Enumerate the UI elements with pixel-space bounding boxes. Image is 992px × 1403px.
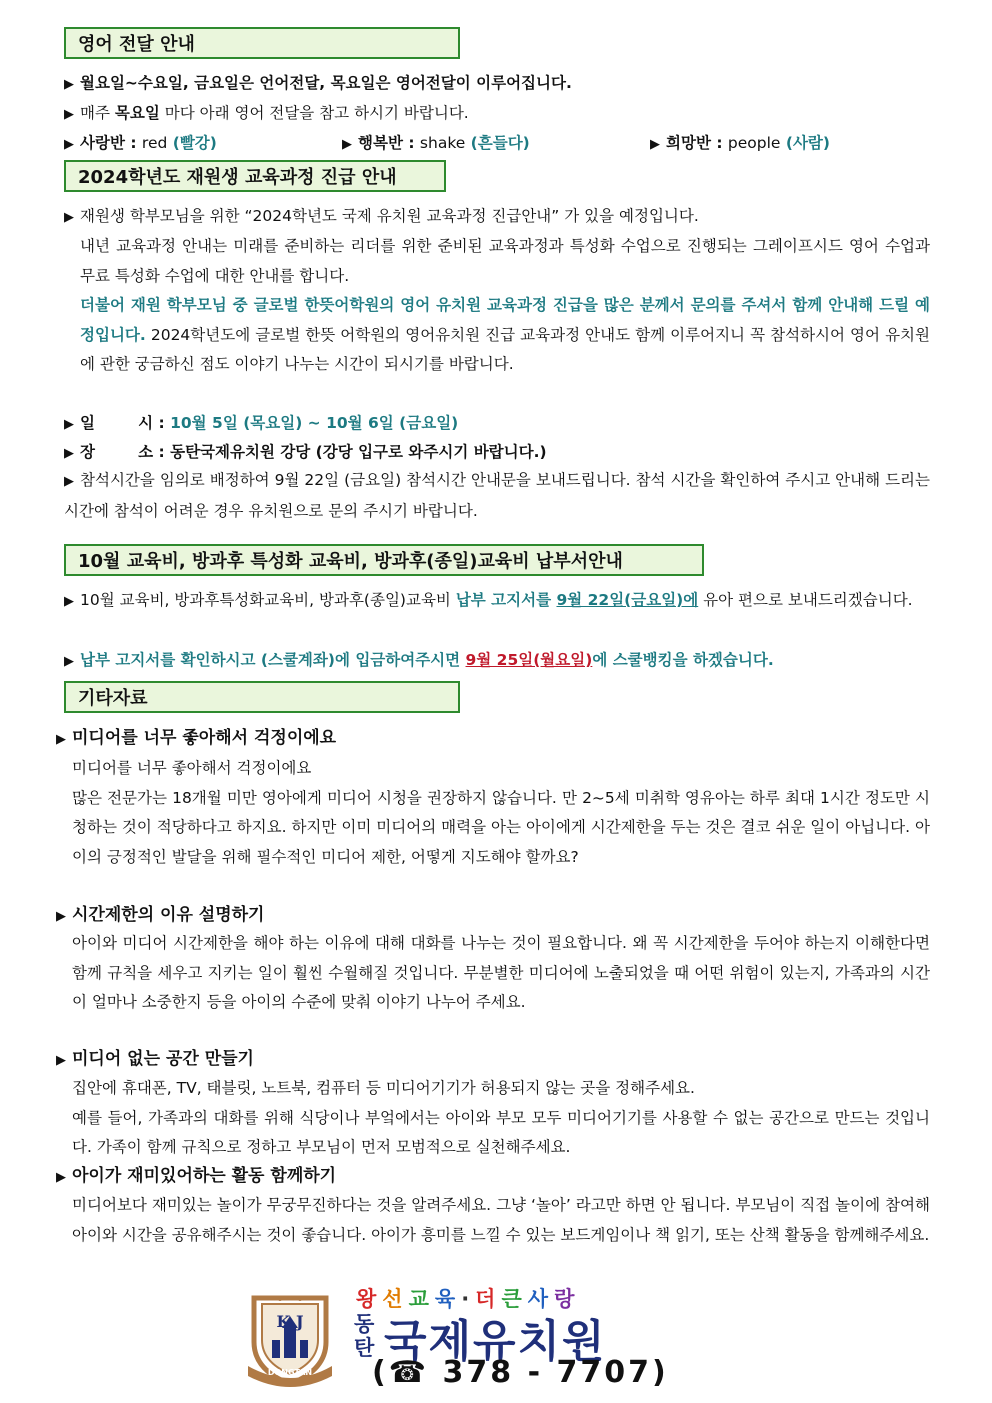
triangle-bullet-icon: ▶: [64, 474, 74, 489]
triangle-bullet-icon: ▶: [64, 77, 74, 92]
section-title-curriculum: 2024학년도 재원생 교육과정 진급 안내: [64, 160, 446, 192]
subheading-time-limit: ▶ 시간제한의 이유 설명하기: [56, 903, 264, 929]
slogan-char: 왕: [356, 1287, 383, 1311]
english-line2-pre: 매주: [80, 104, 115, 122]
date-value: 10월 5일 (목요일) ~ 10월 6일 (금요일): [170, 414, 459, 432]
tuition-notice-date: 9월 22일(금요일)에: [556, 591, 699, 609]
media-free-text-2: 예를 들어, 가족과의 대화를 위해 식당이나 부엌에서는 아이와 부모 모두 미디어기기를 사용할 수 없는 공간으로 만드는 것입니다. 가족이 함께 규칙으로 정하고 부모님이 먼저 모범적으로 실천해주세요.: [72, 1108, 930, 1156]
emblem-letters: K J: [276, 1312, 304, 1331]
fun-activities-text: 미디어보다 재미있는 놀이가 무궁무진하다는 것을 알려주세요. 그냥 ‘놀아’ 라고만 하면 안 됩니다. 부모님이 직접 놀이에 참여해 아이와 시간을 공유해주시는 것이 좋습니다. 아이가 흥미를 느낄 수 있는 보드게임이나 책 읽기, 또는 산책 활동을 함께해주세요.: [72, 1196, 930, 1244]
section-title-english: 영어 전달 안내: [64, 27, 460, 59]
english-line-1: [64, 72, 930, 96]
subheading-media-worry: ▶ 미디어를 너무 좋아해서 걱정이에요: [56, 726, 336, 752]
tuition-notice-teal: 납부 고지서를: [455, 591, 557, 609]
curriculum-intro-text: 재원생 학부모님을 위한 “2024학년도 국제 유치원 교육과정 진급안내” 가 있을 예정입니다.: [80, 207, 699, 225]
english-line-2: [64, 102, 930, 126]
fun-activities-body: [72, 1191, 930, 1250]
section-title-other: 기타자료: [64, 681, 460, 713]
date-label: 일 시 :: [80, 414, 171, 432]
slogan-char: 교: [408, 1287, 435, 1311]
triangle-bullet-icon: ▶: [64, 417, 74, 432]
slogan-char: 육: [434, 1287, 462, 1311]
english-line2-bold: 목요일: [114, 104, 160, 122]
english-line2-post: 마다 아래 영어 전달을 참고 하시기 바랍니다.: [159, 104, 469, 122]
triangle-bullet-icon: ▶: [64, 594, 74, 609]
triangle-bullet-icon: ▶: [64, 137, 74, 152]
triangle-bullet-icon: ▶: [64, 107, 74, 122]
curriculum-attendance-note: [64, 466, 930, 526]
emblem-text: DONGTAN: [267, 1368, 313, 1377]
triangle-bullet-icon: ▶: [56, 1053, 66, 1068]
triangle-bullet-icon: ▶: [650, 137, 660, 152]
curriculum-body: [80, 232, 930, 380]
triangle-bullet-icon: ▶: [56, 732, 66, 747]
school-emblem: [240, 1290, 340, 1390]
subheading-media-free-space: ▶ 미디어 없는 공간 만들기: [56, 1047, 254, 1073]
school-phone: (☎ 378 - 7707): [372, 1355, 669, 1390]
curriculum-body-text: 내년 교육과정 안내는 미래를 준비하는 리더를 위한 준비된 교육과정과 특성화 수업으로 진행되는 그레이프시드 영어 수업과 무료 특성화 수업에 대한 안내를 합니다.: [80, 237, 930, 285]
payment-text: 납부 고지서를 확인하시고 (스쿨계좌)에 입금하여주시면: [80, 651, 466, 669]
slogan-char: ·: [461, 1287, 476, 1311]
curriculum-body-rest: 2024학년도에 글로벌 한뜻 어학원의 영어유치원 진급 교육과정 안내도 함께 이루어지니 꼭 참석하시어 영어 유치원에 관한 궁금하신 점도 이야기 나누는 시간이 되시기를 바랍니다.: [80, 325, 930, 373]
triangle-bullet-icon: ▶: [342, 137, 352, 152]
curriculum-highlight-text: 더불어 재원 학부모님 중 글로벌 한뜻어학원의 영어 유치원 교육과정 진급을 많은 분께서 문의를 주셔서 함께 안내해 드릴 예정입니다.: [80, 296, 930, 344]
time-limit-text: 아이와 미디어 시간제한을 해야 하는 이유에 대해 대화를 나누는 것이 필요합니다. 왜 꼭 시간제한을 두어야 하는지 이해한다면 함께 규칙을 세우고 지키는 일이 훨씬 수월해질 것입니다. 무분별한 미디어에 노출되었을 때 어떤 위험이 있는지, 가족과의 시간이 얼마나 소중한지 등을 아이의 수준에 맞춰 이야기 나누어 주세요.: [72, 934, 930, 1011]
triangle-bullet-icon: ▶: [64, 210, 74, 225]
subheading-fun-activities: ▶ 아이가 재미있어하는 활동 함께하기: [56, 1164, 336, 1190]
class-word-love: ▶ 사랑반 : red (빨강): [64, 132, 217, 156]
media-worry-subtitle: 미디어를 너무 좋아해서 걱정이에요: [72, 759, 312, 777]
slogan-char: 랑: [554, 1287, 581, 1311]
slogan-char: 큰: [501, 1287, 528, 1311]
slogan-char: 사: [527, 1287, 555, 1311]
class-word-hope: ▶ 희망반 : people (사람): [650, 132, 830, 156]
time-limit-body: [72, 929, 930, 1018]
curriculum-intro: [64, 202, 930, 233]
place-value: 동탄국제유치원 강당 (강당 입구로 와주시기 바랍니다.): [170, 443, 547, 461]
tuition-notice-pre: 10월 교육비, 방과후특성화교육비, 방과후(종일)교육비: [80, 591, 456, 609]
media-free-text-1: 집안에 휴대폰, TV, 태블릿, 노트북, 컴퓨터 등 미디어기기가 허용되지 않는 곳을 정해주세요.: [72, 1079, 695, 1097]
tuition-notice-post: 유아 편으로 보내드리겠습니다.: [698, 591, 913, 609]
section-title-tuition: 10월 교육비, 방과후 특성화 교육비, 방과후(종일)교육비 납부서안내: [64, 544, 704, 576]
triangle-bullet-icon: ▶: [56, 1170, 66, 1185]
english-schedule-text: 월요일~수요일, 금요일은 언어전달, 목요일은 영어전달이 이루어집니다.: [80, 74, 572, 92]
payment-date: 9월 25일(월요일): [465, 651, 593, 669]
attendance-note-text: 참석시간을 임의로 배정하여 9월 22일 (금요일) 참석시간 안내문을 보내드립니다. 참석 시간을 확인하여 주시고 안내해 드리는 시간에 참석이 어려운 경우 유치원으로 문의 주시기 바랍니다.: [64, 471, 930, 520]
curriculum-date-line: [64, 412, 930, 436]
curriculum-place-line: [64, 441, 930, 465]
payment-text-end: 에 스쿨뱅킹을 하겠습니다.: [592, 651, 774, 669]
class-word-happy: ▶ 행복반 : shake (흔들다): [342, 132, 530, 156]
media-worry-text: 많은 전문가는 18개월 미만 영아에게 미디어 시청을 권장하지 않습니다. 만 2~5세 미취학 영유아는 하루 최대 1시간 정도만 시청하는 것이 적당하다고 하지요. 하지만 이미 미디어의 매력을 아는 아이에게 시간제한을 두는 것은 결코 쉬운 일이 아닙니다. 아이의 긍정적인 발달을 위해 필수적인 미디어 제한, 어떻게 지도해야 할까요?: [72, 788, 930, 866]
triangle-bullet-icon: ▶: [64, 446, 74, 461]
triangle-bullet-icon: ▶: [56, 909, 66, 924]
school-name: 국제유치원: [384, 1316, 607, 1367]
media-worry-body: [72, 754, 930, 872]
place-label: 장 소 :: [80, 443, 171, 461]
slogan-char: 더: [475, 1287, 502, 1311]
tuition-payment-line: [64, 649, 930, 673]
tuition-notice: [64, 586, 930, 617]
media-free-body: [72, 1074, 930, 1163]
triangle-bullet-icon: ▶: [64, 654, 74, 669]
dongtan-label: 동 탄: [354, 1312, 375, 1360]
slogan-char: 선: [382, 1287, 409, 1311]
